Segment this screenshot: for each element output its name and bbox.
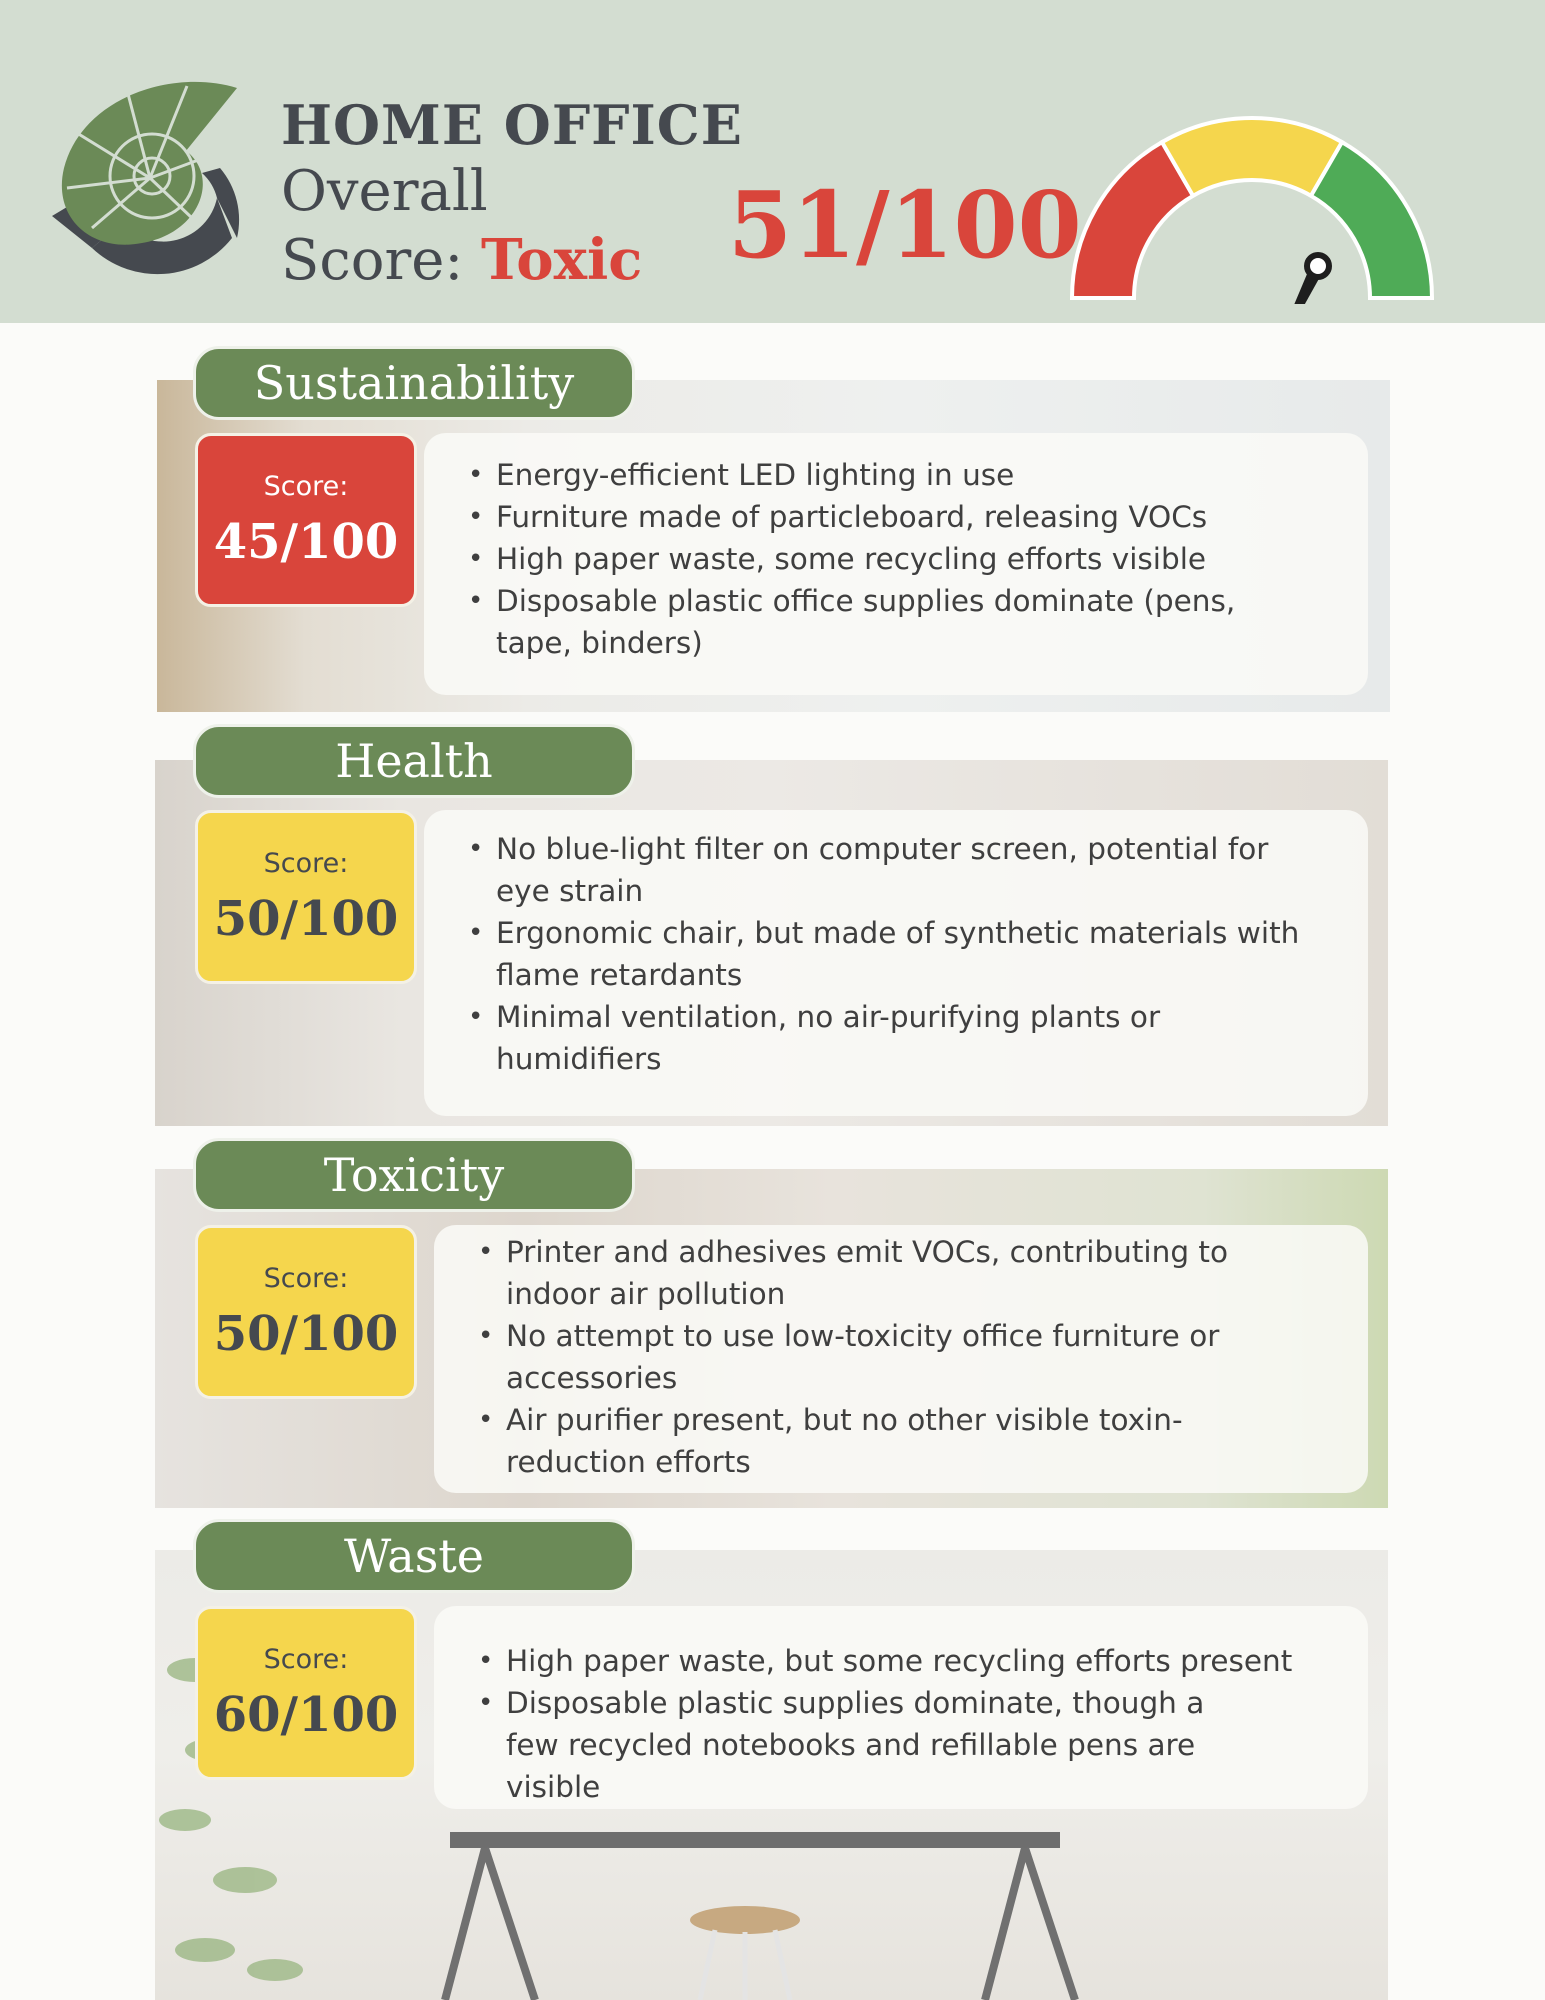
bullet-list-sustainability [424, 454, 1368, 664]
score-box-toxicity [195, 1225, 417, 1399]
score-label: Score: [263, 848, 349, 879]
score-label: Score: [263, 471, 349, 502]
list-item: • Disposable plastic supplies dominate, though a few recycled notebooks and refillable pens are visible [506, 1682, 1368, 1808]
list-item: • Furniture made of particleboard, releasing VOCs [496, 496, 1368, 538]
score-gauge [1066, 112, 1438, 304]
section-title-toxicity: Toxicity [193, 1138, 635, 1212]
desk-top [450, 1832, 1060, 1848]
header-banner [0, 0, 1545, 323]
list-item: • High paper waste, some recycling efforts visible [496, 538, 1368, 580]
bullet-list-health [424, 828, 1368, 1080]
list-item: • Printer and adhesives emit VOCs, contributing to indoor air pollution [506, 1231, 1368, 1315]
list-item: • Disposable plastic office supplies dominate (pens, tape, binders) [496, 580, 1368, 664]
gauge-needle-hub [1307, 255, 1329, 277]
stool-top [690, 1906, 800, 1934]
score-value-sustainability: 45/100 [213, 514, 399, 570]
subtitle-score-prefix: Score: [281, 228, 464, 293]
subtitle-overall: Overall [281, 159, 488, 224]
subtitle-score-line [281, 226, 743, 295]
list-item: • High paper waste, but some recycling efforts present [506, 1640, 1368, 1682]
gauge-yellow-segment [1162, 118, 1342, 196]
score-label: Score: [263, 1644, 349, 1675]
section-title-health: Health [193, 724, 635, 798]
score-value-toxicity: 50/100 [213, 1306, 399, 1362]
list-item: • Minimal ventilation, no air-purifying plants or humidifiers [496, 996, 1368, 1080]
bullet-list-waste [434, 1640, 1368, 1808]
overall-score: 51/100 [728, 171, 1082, 279]
bullets-card-waste [434, 1606, 1368, 1809]
bullets-card-health [424, 810, 1368, 1116]
list-item: • No blue-light filter on computer screen, potential for eye strain [496, 828, 1368, 912]
gauge-green-segment [1311, 142, 1432, 298]
stool-legs [700, 1930, 790, 2000]
bullets-card-toxicity [434, 1225, 1368, 1493]
score-label: Score: [263, 1263, 349, 1294]
score-box-sustainability [195, 433, 417, 607]
score-box-health [195, 810, 417, 984]
list-item: • No attempt to use low-toxicity office furniture or accessories [506, 1315, 1368, 1399]
score-value-waste: 60/100 [213, 1687, 399, 1743]
page-title: HOME OFFICE [281, 93, 743, 157]
list-item: • Energy-efficient LED lighting in use [496, 454, 1368, 496]
section-title-sustainability: Sustainability [193, 346, 635, 420]
bullet-list-toxicity [434, 1231, 1368, 1483]
bullets-card-sustainability [424, 433, 1368, 695]
rating-label: Toxic [481, 227, 643, 293]
section-title-waste: Waste [193, 1519, 635, 1593]
spiral-shell-logo-icon [52, 78, 248, 304]
list-item: • Air purifier present, but no other visible toxin-reduction efforts [506, 1399, 1368, 1483]
score-value-health: 50/100 [213, 891, 399, 947]
header-title-block [281, 92, 743, 295]
list-item: • Ergonomic chair, but made of synthetic materials with flame retardants [496, 912, 1368, 996]
score-box-waste [195, 1606, 417, 1780]
